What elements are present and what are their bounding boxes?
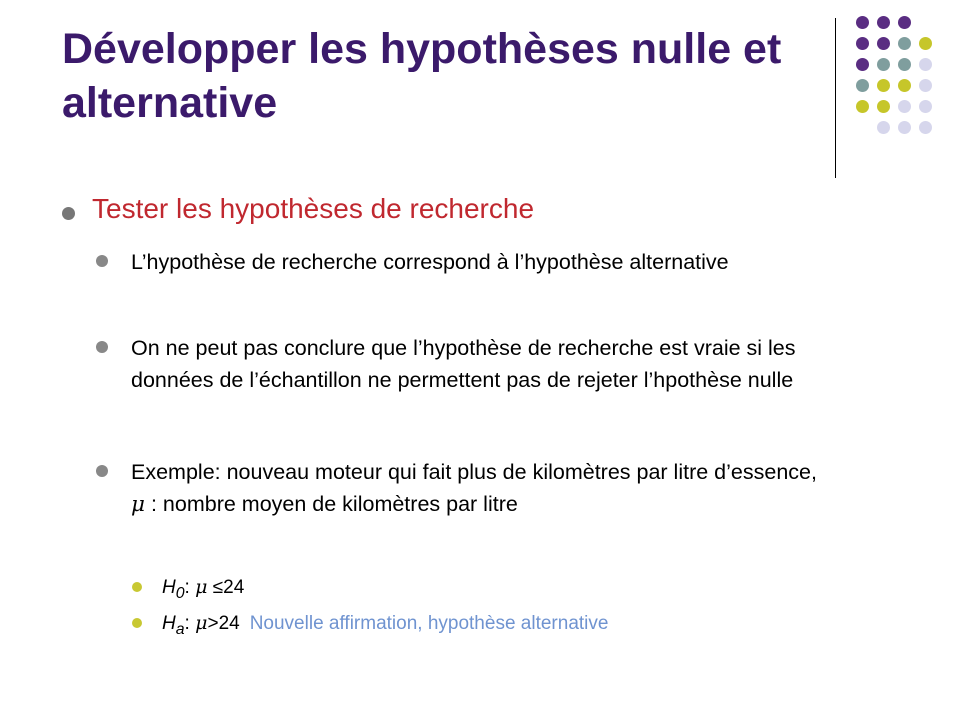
h-subscript: 0 xyxy=(175,584,185,602)
bullet-icon xyxy=(132,618,142,628)
bullet-icon xyxy=(62,207,75,220)
decorative-dot xyxy=(919,121,932,134)
bullet-text xyxy=(131,456,836,521)
decorative-dot xyxy=(898,37,911,50)
bullet-icon xyxy=(96,255,108,267)
bullet-h0 xyxy=(132,573,832,608)
decorative-dot xyxy=(919,79,932,92)
h0-relation: ≤24 xyxy=(212,577,245,598)
decorative-dot xyxy=(877,79,890,92)
bullet-example xyxy=(96,456,836,521)
decorative-dot xyxy=(877,100,890,113)
decorative-dot xyxy=(919,58,932,71)
decorative-dot xyxy=(856,58,869,71)
example-text-after: : nombre moyen de kilomètres par litre xyxy=(150,492,518,516)
h-subscript: a xyxy=(175,620,185,638)
decorative-dot xyxy=(856,100,869,113)
ha-note: Nouvelle affirmation, hypothèse alternative xyxy=(249,613,609,634)
decorative-dot xyxy=(898,121,911,134)
bullet-research-alt xyxy=(96,246,836,278)
mu-symbol: μ xyxy=(195,576,208,598)
bullet-text: L’hypothèse de recherche correspond à l’hypothèse alternative xyxy=(131,250,729,274)
h-letter: H xyxy=(162,577,176,598)
decorative-dot xyxy=(898,79,911,92)
ha-text xyxy=(162,609,832,644)
decorative-dot xyxy=(877,58,890,71)
decorative-dot xyxy=(898,16,911,29)
decorative-dot-grid xyxy=(856,16,946,156)
decorative-dot xyxy=(898,58,911,71)
mu-symbol: μ xyxy=(131,492,145,517)
bullet-icon xyxy=(96,465,108,477)
decorative-dot xyxy=(898,100,911,113)
decorative-dot xyxy=(877,16,890,29)
bullet-ha xyxy=(132,609,832,644)
decorative-dot xyxy=(877,37,890,50)
decorative-dot xyxy=(919,100,932,113)
bullet-text: On ne peut pas conclure que l’hypothèse de recherche est vraie si les données de l’échantillon ne permettent pas de rejeter l’hpothèse nulle xyxy=(131,336,796,392)
level1-text: Tester les hypothèses de recherche xyxy=(92,193,535,224)
decorative-divider xyxy=(835,18,836,178)
ha-relation: >24 xyxy=(207,613,240,634)
bullet-icon xyxy=(132,582,142,592)
bullet-cannot-conclude xyxy=(96,332,836,396)
h-letter: H xyxy=(162,613,176,634)
decorative-dot xyxy=(856,16,869,29)
bullet-icon xyxy=(96,341,108,353)
slide-title: Développer les hypothèses nulle et alternative xyxy=(62,25,782,127)
h-colon: : xyxy=(184,613,190,634)
decorative-dot xyxy=(919,37,932,50)
decorative-dot xyxy=(877,121,890,134)
decorative-dot xyxy=(856,37,869,50)
h-colon: : xyxy=(184,577,190,598)
decorative-dot xyxy=(856,79,869,92)
example-text-before: Exemple: nouveau moteur qui fait plus de kilomètres par litre d’essence, xyxy=(131,460,817,484)
h0-text xyxy=(162,573,832,608)
mu-symbol: μ xyxy=(195,612,208,634)
